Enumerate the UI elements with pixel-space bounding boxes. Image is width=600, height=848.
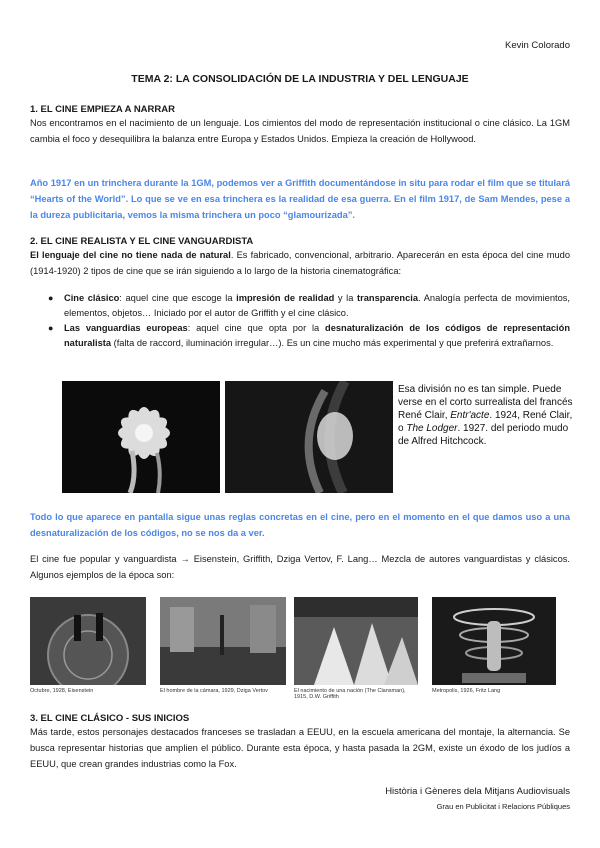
flower-image [62, 381, 220, 493]
b1-t2: : aquel cine que escoge la [119, 293, 237, 303]
b1-t3: impresión de realidad [236, 293, 335, 303]
side-5: . 1927. del periodo mudo de Alfred Hitchcock. [398, 423, 569, 447]
footer-course: Història i Gèneres dela Mitjans Audiovisuals [385, 786, 570, 797]
metropolis-image [432, 597, 556, 685]
bullet-2-marker: ● [48, 323, 54, 333]
lead-bold: El lenguaje del cine no tiene nada de natural [30, 250, 231, 260]
bullet-1-marker: ● [48, 293, 54, 303]
section-1-paragraph: Nos encontramos en el nacimiento de un lenguaje. Los cimientos del modo de representación institucional o cine clásico. La 1GM cambia el foco y desequilibra la balanza entre Europa y Estados Unidos. Empieza la creación de Hollywood. [30, 118, 570, 144]
section-2-heading: 2. EL CINE REALISTA Y EL CINE VANGUARDISTA [30, 236, 254, 247]
caption-nacimiento: El nacimiento de una nación (The Clansman), 1915, D.W. Griffith [294, 688, 406, 700]
b1-t4: y la [334, 293, 358, 303]
b1-t5: transparencia [357, 293, 419, 303]
caption-metropolis: Metropolis, 1926, Fritz Lang [432, 688, 501, 694]
side-2: Entr'acte [450, 410, 490, 421]
side-4: The Lodger [406, 423, 458, 434]
page-title: TEMA 2: LA CONSOLIDACIÓN DE LA INDUSTRIA Y DEL LENGUAJE [131, 73, 469, 85]
caption-hombre-camara: El hombre de la cámara, 1929, Dziga Vertov [160, 688, 268, 694]
nacimiento-nacion-still [294, 597, 418, 685]
the-lodger-still [225, 381, 393, 493]
hombre-camara-still [160, 597, 286, 685]
entracte-flower-still [62, 381, 220, 493]
section-2-lead [30, 247, 570, 279]
section-2-highlight: Todo lo que aparece en pantalla sigue unas reglas concretas en el cine, pero en el momento en el que damos uso a una desnaturalización de los códigos, no se nos da a ver. [30, 512, 570, 538]
hombre-camara-image [160, 597, 286, 685]
b2-t3: desnaturalización de los códigos de representación naturalista [64, 323, 570, 348]
side-1: Esa división no es tan simple. Puede verse en el corto surrealista del francés René Clair, [398, 384, 573, 421]
b2-t2: : aquel cine que opta por la [187, 323, 326, 333]
nacimiento-image [294, 597, 418, 685]
b2-t4: (falta de raccord, iluminación irregular…). Es un cine mucho más experimental y que preferirá extrañarnos. [111, 337, 554, 348]
side-3: . 1924, René Clair, o [398, 410, 573, 434]
caption-octubre: Octubre, 1928, Eisenstein [30, 688, 94, 694]
bullet-2 [64, 321, 570, 350]
section-1-highlight: Año 1917 en un trinchera durante la 1GM, podemos ver a Griffith documentándose in situ para rodar el film que se titulará “Hearts of the World”. Lo que se ve en esa trinchera es la realidad de esa guerra. En el film 1917, de Sam Mendes, pese a la dureza publicitaria, vemos la misma trinchera un poco “glamourizada”. [30, 178, 570, 220]
lead-rest: . Es fabricado, convencional, arbitrario. Aparecerán en esta época del cine mudo (1914-1920) 2 tipos de cine que se irán siguiendo a lo largo de la historia cinematográfica: [30, 250, 570, 276]
b2-t1: Las vanguardias europeas [64, 323, 188, 333]
section-1-heading: 1. EL CINE EMPIEZA A NARRAR [30, 104, 175, 115]
octubre-still [30, 597, 146, 685]
octubre-image [30, 597, 146, 685]
section-3-paragraph: Más tarde, estos personajes destacados franceses se trasladan a EEUU, en la escuela americana del montaje, la alternancia. Se busca representar historias que amplien el público. Durante esta época, y hasta pasada la 2GM, existe un éxodo de los judíos a EEUU, que crean grandes industrias como la Fox. [30, 727, 570, 769]
section-3-heading: 3. EL CINE CLÁSICO - SUS INICIOS [30, 713, 190, 724]
bullet-1 [64, 291, 570, 320]
footer-degree: Grau en Publicitat i Relacions Públiques [436, 802, 570, 811]
b1-t6: . Analogía perfecta de movimientos, elementos, objetos… Iniciado por el autor de Griffith y el cine clásico. [64, 293, 570, 318]
author-name: Kevin Colorado [505, 40, 570, 51]
side-note [398, 383, 578, 448]
section-2-paragraph-2: El cine fue popular y vanguardista → Eisenstein, Griffith, Dziga Vertov, F. Lang… Mezcla de autores vanguardistas y clásicos. Algunos ejemplos de la época son: [30, 554, 570, 580]
metropolis-still [432, 597, 556, 685]
staircase-image [225, 381, 393, 493]
b1-t1: Cine clásico [64, 293, 120, 303]
